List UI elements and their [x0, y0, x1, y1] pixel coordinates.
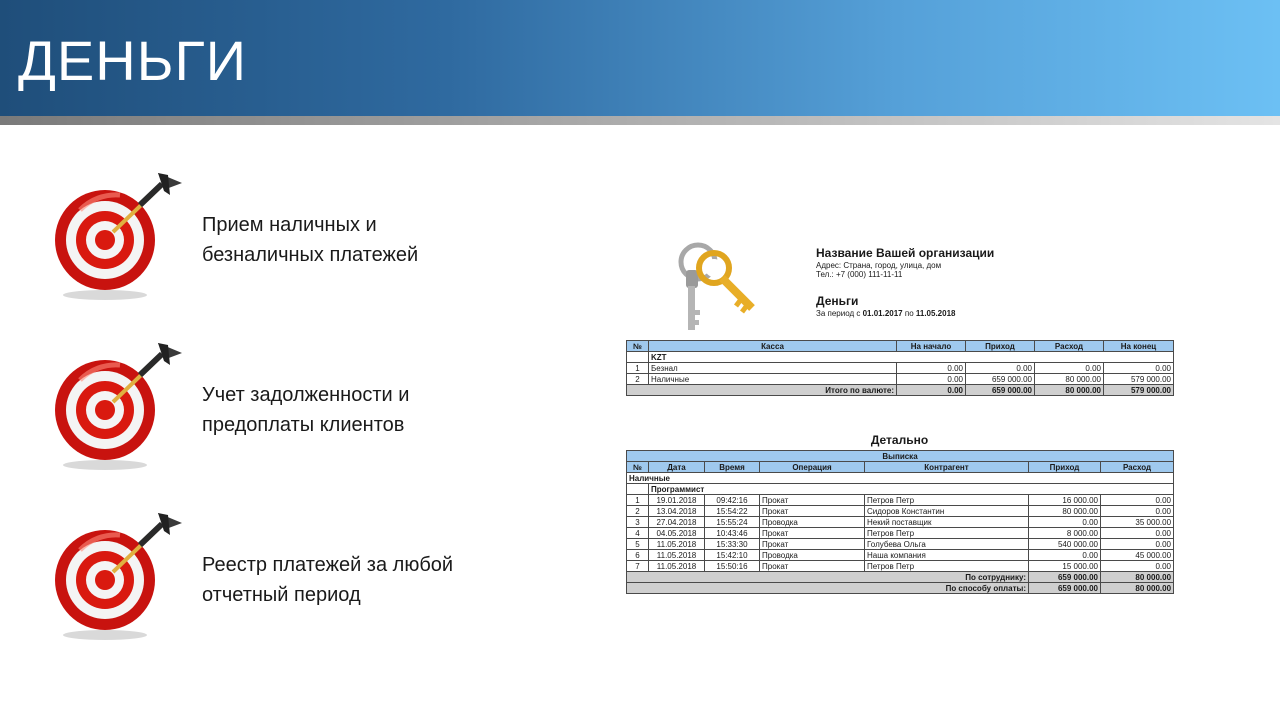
- detail-col-header: Расход: [1101, 462, 1174, 473]
- target-dart-icon: [50, 335, 190, 475]
- summary-header-row: [627, 341, 1174, 352]
- cell: Сидоров Константин: [865, 506, 1029, 517]
- cell: 0.00: [1101, 539, 1174, 550]
- section-label: Выписка: [627, 451, 1174, 462]
- money-report: [626, 240, 1174, 605]
- total-label: По способу оплаты:: [627, 583, 1029, 594]
- cell: 1: [627, 495, 649, 506]
- total-label: По сотруднику:: [627, 572, 1029, 583]
- cell: 0.00: [1101, 561, 1174, 572]
- bullet-text: Прием наличных и безналичных платежей: [202, 214, 419, 266]
- report-period: [816, 309, 955, 318]
- period-prefix: За период с: [816, 309, 863, 318]
- cell: Петров Петр: [865, 561, 1029, 572]
- bullet-item: [50, 505, 530, 645]
- cell: 13.04.2018: [649, 506, 705, 517]
- cell: 19.01.2018: [649, 495, 705, 506]
- cell: 80 000.00: [1035, 374, 1104, 385]
- slide-title: ДЕНЬГИ: [18, 29, 248, 92]
- table-row: [627, 528, 1174, 539]
- keys-icon: [672, 240, 762, 335]
- cell: 0.00: [1029, 550, 1101, 561]
- cell: Прокат: [760, 528, 865, 539]
- cell: 0.00: [897, 385, 966, 396]
- cell: 659 000.00: [966, 374, 1035, 385]
- detail-col-header: Время: [705, 462, 760, 473]
- employee-total-row: [627, 572, 1174, 583]
- detail-col-header: Приход: [1029, 462, 1101, 473]
- banner-divider: [0, 116, 1280, 125]
- subgroup-row: [627, 484, 1174, 495]
- cell: 15:55:24: [705, 517, 760, 528]
- cell: 27.04.2018: [649, 517, 705, 528]
- cell: Прокат: [760, 539, 865, 550]
- cell: 0.00: [897, 363, 966, 374]
- detail-title: Детально: [870, 433, 929, 447]
- detail-col-header: Контрагент: [865, 462, 1029, 473]
- summary-col-header: №: [627, 341, 649, 352]
- cell: 0.00: [897, 374, 966, 385]
- cell: Петров Петр: [865, 528, 1029, 539]
- table-row: [627, 506, 1174, 517]
- cell: 1: [627, 363, 649, 374]
- summary-total-row: [627, 385, 1174, 396]
- organization-address: Адрес: Страна, город, улица, дом: [816, 261, 942, 270]
- cell: Безнал: [649, 363, 897, 374]
- cell: 659 000.00: [1029, 572, 1101, 583]
- cell: Наличные: [649, 374, 897, 385]
- cell: 15:54:22: [705, 506, 760, 517]
- summary-col-header: Касса: [649, 341, 897, 352]
- detail-col-header: Операция: [760, 462, 865, 473]
- cell: Петров Петр: [865, 495, 1029, 506]
- cell: 2: [627, 374, 649, 385]
- cell: 15:42:10: [705, 550, 760, 561]
- cell: Некий поставщик: [865, 517, 1029, 528]
- cell: 15 000.00: [1029, 561, 1101, 572]
- cell: 15:33:30: [705, 539, 760, 550]
- cell: Наша компания: [865, 550, 1029, 561]
- cell: Проводка: [760, 517, 865, 528]
- cell: 0.00: [1104, 363, 1174, 374]
- detail-header-row: [627, 462, 1174, 473]
- cell: 579 000.00: [1104, 374, 1174, 385]
- cell: 11.05.2018: [649, 539, 705, 550]
- cell: Прокат: [760, 506, 865, 517]
- cell: Проводка: [760, 550, 865, 561]
- cell: 80 000.00: [1101, 572, 1174, 583]
- cell: 540 000.00: [1029, 539, 1101, 550]
- bullet-item: [50, 165, 530, 305]
- currency-row: [627, 352, 1174, 363]
- cell: 0.00: [1029, 517, 1101, 528]
- detail-col-header: Дата: [649, 462, 705, 473]
- bullet-text: Реестр платежей за любой отчетный период: [202, 554, 454, 606]
- cell: 0.00: [1101, 495, 1174, 506]
- cell: 0.00: [1101, 528, 1174, 539]
- cell: Голубева Ольга: [865, 539, 1029, 550]
- cell: 10:43:46: [705, 528, 760, 539]
- detail-col-header: №: [627, 462, 649, 473]
- cell: 0.00: [1035, 363, 1104, 374]
- table-row: [627, 363, 1174, 374]
- cell: 8 000.00: [1029, 528, 1101, 539]
- report-title: Деньги: [816, 294, 859, 308]
- period-from: 01.01.2017: [862, 309, 903, 318]
- cell: 09:42:16: [705, 495, 760, 506]
- cell: 11.05.2018: [649, 550, 705, 561]
- cell: 0.00: [1101, 506, 1174, 517]
- payment-method-total-row: [627, 583, 1174, 594]
- title-banner: [0, 0, 1280, 116]
- cell: 2: [627, 506, 649, 517]
- cell: 04.05.2018: [649, 528, 705, 539]
- period-to: 11.05.2018: [915, 309, 956, 318]
- total-label: Итого по валюте:: [627, 385, 897, 396]
- group-label: Наличные: [627, 473, 1174, 484]
- cell: 16 000.00: [1029, 495, 1101, 506]
- table-row: [627, 550, 1174, 561]
- organization-name: Название Вашей организации: [816, 246, 995, 260]
- cell: 35 000.00: [1101, 517, 1174, 528]
- cell: Прокат: [760, 495, 865, 506]
- target-dart-icon: [50, 165, 190, 305]
- cell: 7: [627, 561, 649, 572]
- detail-table: [626, 450, 1174, 594]
- bullet-item: [50, 335, 530, 475]
- cell: 5: [627, 539, 649, 550]
- cell: 80 000.00: [1101, 583, 1174, 594]
- period-mid: по: [902, 309, 916, 318]
- table-row: [627, 517, 1174, 528]
- bullet-text: Учет задолженности и предоплаты клиентов: [202, 384, 410, 436]
- cell: 11.05.2018: [649, 561, 705, 572]
- cell: 80 000.00: [1035, 385, 1104, 396]
- target-dart-icon: [50, 505, 190, 645]
- currency-label: KZT: [649, 352, 1174, 363]
- table-row: [627, 374, 1174, 385]
- cell: 659 000.00: [1029, 583, 1101, 594]
- cell: 45 000.00: [1101, 550, 1174, 561]
- table-row: [627, 495, 1174, 506]
- cell: 579 000.00: [1104, 385, 1174, 396]
- subgroup-label: Программист: [649, 484, 1174, 495]
- organization-phone: Тел.: +7 (000) 111-11-11: [816, 270, 903, 279]
- cell: 4: [627, 528, 649, 539]
- cell: Прокат: [760, 561, 865, 572]
- cell: 15:50:16: [705, 561, 760, 572]
- cell: 3: [627, 517, 649, 528]
- cell: 659 000.00: [966, 385, 1035, 396]
- table-row: [627, 561, 1174, 572]
- summary-col-header: На начало: [897, 341, 966, 352]
- table-row: [627, 539, 1174, 550]
- section-header-row: [627, 451, 1174, 462]
- summary-table: [626, 340, 1174, 396]
- cell: 6: [627, 550, 649, 561]
- cell: 0.00: [966, 363, 1035, 374]
- summary-col-header: Приход: [966, 341, 1035, 352]
- group-row: [627, 473, 1174, 484]
- summary-col-header: Расход: [1035, 341, 1104, 352]
- cell: 80 000.00: [1029, 506, 1101, 517]
- summary-col-header: На конец: [1104, 341, 1174, 352]
